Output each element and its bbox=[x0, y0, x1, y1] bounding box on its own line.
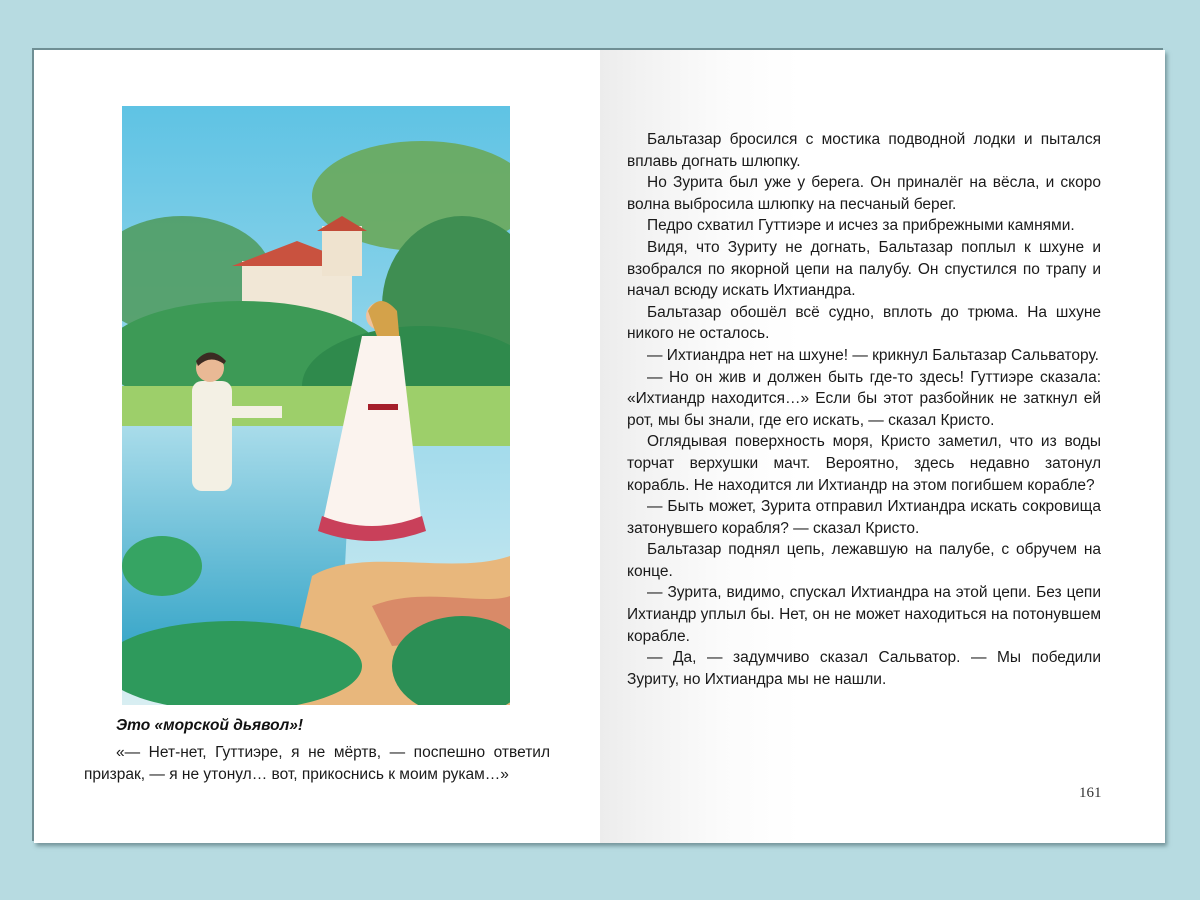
paragraph: — Зурита, видимо, спускал Ихтиандра на этой цепи. Без цепи Ихтиандр уплыл бы. Нет, он не может находиться на потонувшем корабле. bbox=[627, 584, 1101, 645]
caption-paragraph: «— Нет-нет, Гуттиэре, я не мёртв, — поспешно ответил призрак, — я не утонул… вот, прикоснись к моим рукам…» bbox=[84, 744, 550, 783]
open-book-spread bbox=[34, 50, 1165, 843]
caption-quote bbox=[84, 742, 550, 785]
paragraph: Видя, что Зуриту не догнать, Бальтазар поплыл к шхуне и взобрался по якорной цепи на палубу. Он спустился по трапу и начал всюду искать Ихтиандра. bbox=[627, 238, 1101, 300]
paragraph: — Ихтиандра нет на шхуне! — крикнул Бальтазар Сальватору. bbox=[647, 346, 1099, 364]
paragraph: — Но он жив и должен быть где-то здесь! Гуттиэре сказала: «Ихтиандр находится…» Если бы этот разбойник не заткнул ей рот, мы бы знали, где его искать, — сказал Кристо. bbox=[627, 368, 1101, 429]
page-number: 161 bbox=[1079, 785, 1102, 801]
paragraph: Бальтазар обошёл всё судно, вплоть до трюма. На шхуне никого не осталось. bbox=[627, 303, 1101, 343]
left-page bbox=[34, 50, 600, 843]
paragraph: Но Зурита был уже у берега. Он приналёг на вёсла, и скоро волна выбросила шлюпку на песчаный берег. bbox=[627, 174, 1101, 213]
paragraph: Бальтазар поднял цепь, лежавшую на палубе, с обручем на конце. bbox=[627, 541, 1101, 580]
paragraph: Бальтазар бросился с мостика подводной лодки и пытался вплавь догнать шлюпку. bbox=[627, 131, 1101, 170]
illustration-image bbox=[122, 106, 510, 705]
story-illustration bbox=[122, 106, 510, 705]
paragraph: Оглядывая поверхность моря, Кристо заметил, что из воды торчат верхушки мачт. Вероятно, здесь недавно затонул корабль. Не находится ли Ихтиандр на этом погибшем корабле? bbox=[627, 433, 1101, 494]
paragraph: — Да, — задумчиво сказал Сальватор. — Мы победили Зуриту, но Ихтиандра мы не нашли. bbox=[627, 649, 1101, 688]
caption-title: Это «морской дьявол»! bbox=[116, 717, 304, 734]
paragraph: — Быть может, Зурита отправил Ихтиандра искать сокровища затонувшего корабля? — сказал Кристо. bbox=[627, 498, 1101, 537]
story-text bbox=[627, 129, 1101, 690]
paragraph: Педро схватил Гуттиэре и исчез за прибрежными камнями. bbox=[647, 217, 1075, 235]
